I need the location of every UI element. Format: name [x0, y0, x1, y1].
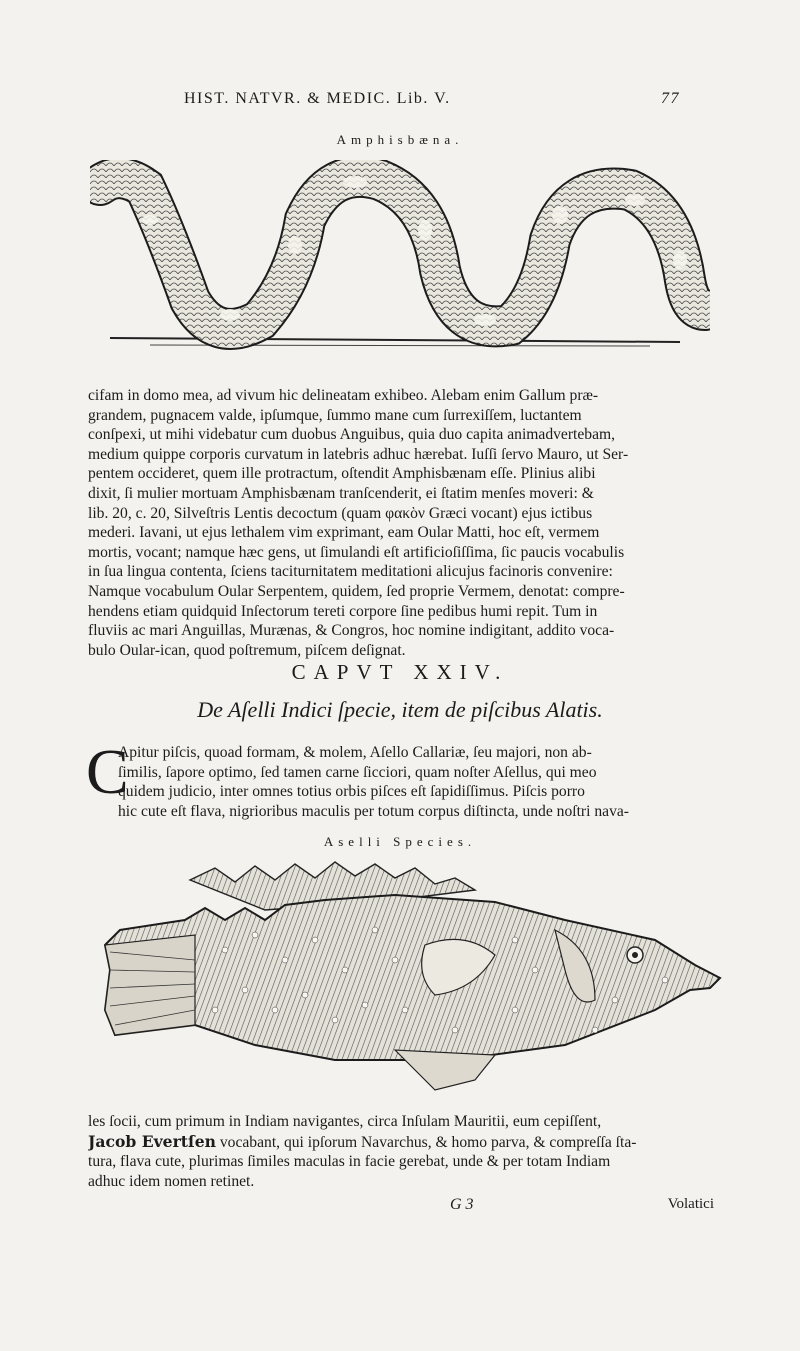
paragraph-amphisbaena — [88, 386, 714, 660]
catchword: Volatici — [667, 1196, 714, 1212]
text-line: grandem, pugnacem valde, ipſumque, ſummo mane cum ſurrexiſſem, luctantem — [88, 406, 582, 424]
text-line — [88, 1132, 714, 1153]
text-line: tura, flava cute, plurimas ſimiles maculas in facie gerebat, unde & per totam Indiam — [88, 1153, 611, 1171]
text-line: mederi. Iavani, ut ejus lethalem vim exprimant, eam Oular Matti, hoc eſt, vermem — [88, 524, 600, 542]
text-line: les ſocii, cum primum in Indiam navigantes, circa Inſulam Mauritii, eum cepiſſent, — [88, 1113, 602, 1130]
running-header — [160, 90, 680, 120]
figure-caption-aselli: Aselli Species. — [323, 834, 477, 849]
text-line: quidem judicio, inter omnes totius orbis piſces eſt ſapidiſſimus. Piſcis porro — [118, 783, 585, 801]
text-line: lib. 20, c. 20, Silveſtris Lentis decoctum (quam φακὸν Græci vocant) ejus ictibus — [88, 504, 593, 522]
chapter-title: De Aſelli Indici ſpecie, item de piſcibus Alatis. — [197, 697, 603, 722]
chapter-heading: CAPVT XXIV. — [291, 660, 509, 684]
text-line: Namque vocabulum Oular Serpentem, quidem, ſed proprie Vermem, denotat: compre- — [88, 582, 625, 600]
aselli-fish-illustration — [95, 860, 735, 1100]
text-line: Apitur piſcis, quoad formam, & molem, Aſello Callariæ, ſeu majori, non ab- — [118, 744, 592, 761]
text-line: conſpexi, ut mihi videbatur cum duobus Anguibus, quia duo capita animadvertebam, — [88, 426, 616, 444]
paragraph-jacob-evertsen — [88, 1112, 714, 1191]
text-segment: vocabant, qui ipſorum Navarchus, & homo parva, & compreſſa ſta- — [215, 1133, 637, 1151]
name-jacob-evertsen: Jacob Evertſen — [88, 1131, 216, 1151]
text-line: fluviis ac mari Anguillas, Murænas, & Congros, hoc nomine indigitant, addito voca- — [88, 622, 615, 640]
text-line: ſimilis, ſapore optimo, ſed tamen carne ſicciori, quam noſter Aſellus, qui meo — [118, 763, 597, 781]
text-line: adhuc idem nomen retinet. — [88, 1172, 255, 1190]
text-line: hendens etiam quidquid Inſectorum tereti corpore ſine pedibus humi repit. Tum in — [88, 602, 598, 620]
text-line: in ſua lingua contenta, ſciens taciturnitatem meditationi alicujus facinoris convenire: — [88, 563, 613, 581]
text-line: pentem occideret, quem ille protractum, oſtendit Amphisbænam eſſe. Plinius alibi — [88, 465, 596, 483]
text-line: mortis, vocant; namque hæc gens, ut ſimulandi eſt artificioſiſſima, ſic paucis vocabulis — [88, 543, 625, 561]
drop-cap: C — [86, 736, 129, 807]
text-line: medium quippe corporis curvatum in latebris adhuc hærebat. Iuſſi ſervo Mauro, ut Ser- — [88, 445, 629, 463]
amphisbaena-illustration — [90, 160, 710, 350]
text-line: dixit, ſi mulier mortuam Amphisbænam tranſcenderit, ei ſtatim menſes moveri: & — [88, 484, 594, 502]
text-line: cifam in domo mea, ad vivum hic delineatam exhibeo. Alebam enim Gallum præ- — [88, 387, 599, 404]
text-line: hic cute eſt flava, nigrioribus maculis per totum corpus diſtincta, unde noſtri nava- — [118, 802, 629, 820]
text-line: bulo Oular-ican, quod poſtremum, piſcem deſignat. — [88, 641, 406, 659]
signature-mark: G 3 — [450, 1196, 474, 1213]
page-number: 77 — [661, 90, 680, 107]
paragraph-asellus-intro — [118, 743, 714, 821]
figure-caption-amphisbaena: Amphisbæna. — [336, 132, 464, 147]
running-title: HIST. NATVR. & MEDIC. Lib. V. — [184, 90, 451, 107]
